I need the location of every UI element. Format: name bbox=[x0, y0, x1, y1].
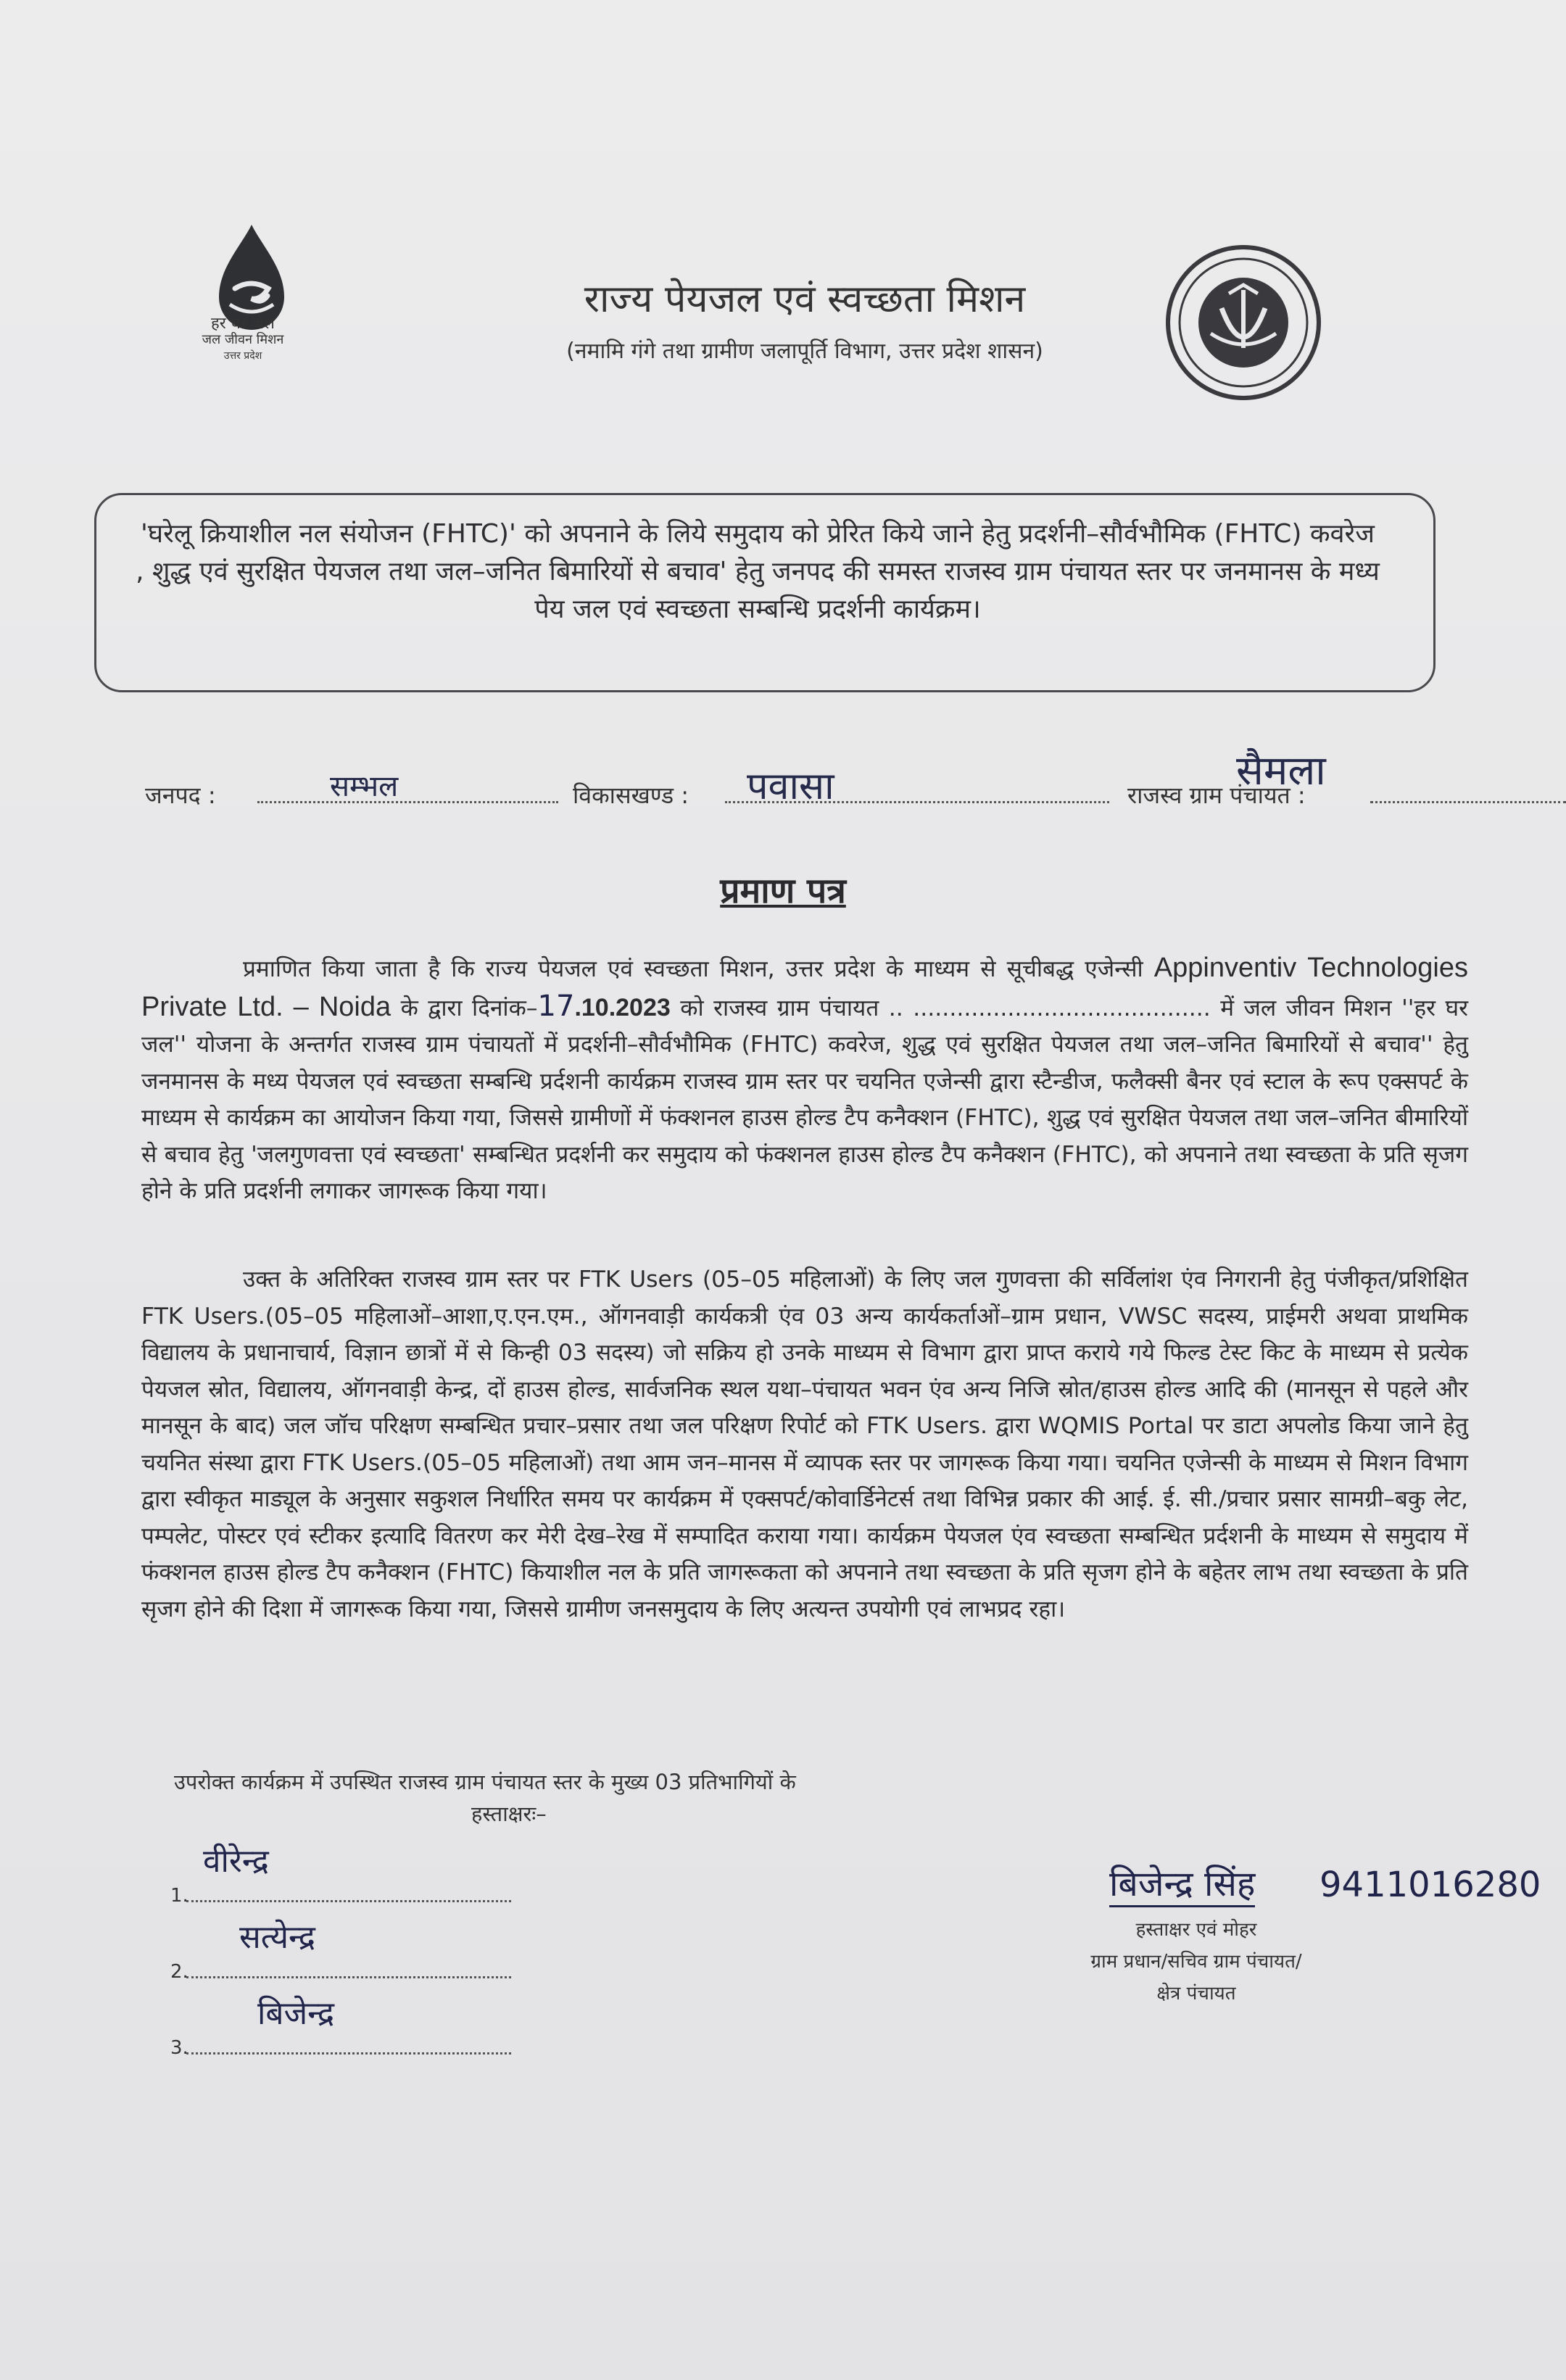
signature-number-2: 2. bbox=[170, 1961, 188, 1983]
certificate-heading: प्रमाण पत्र bbox=[720, 871, 846, 911]
program-date-month-year: .10.2023 bbox=[574, 993, 671, 1021]
signature-dotted-line-1 bbox=[186, 1900, 511, 1902]
mission-title: राज्य पेयजल एवं स्वच्छता मिशन bbox=[584, 278, 1026, 321]
agency-name: Appinventiv Technologies Private Ltd. – Noida bbox=[141, 953, 1469, 1022]
certificate-paragraph-2 bbox=[141, 1261, 1468, 1628]
logo-caption-line3: उत्तर प्रदेश bbox=[223, 350, 262, 362]
signature-dotted-line-2 bbox=[186, 1976, 511, 1978]
participants-signature-heading bbox=[174, 1766, 986, 1830]
para1-date-label: के द्वारा दिनांक– bbox=[400, 995, 538, 1021]
janpad-value: सम्भल bbox=[330, 770, 399, 803]
logo-caption bbox=[160, 316, 326, 364]
participant-signature-2 bbox=[170, 1919, 511, 1983]
signature-number-3: 3. bbox=[170, 2037, 188, 2059]
logo-caption-line1: हर घर जल bbox=[211, 315, 275, 333]
participant-2-signature: सत्येन्द्र bbox=[239, 1919, 315, 1956]
participant-1-signature: वीरेन्द्र bbox=[203, 1843, 269, 1880]
program-title-text: 'घरेलू क्रियाशील नल संयोजन (FHTC)' को अपनाने के लिये समुदाय को प्रेरित किये जाने हेतु प्रदर्शनी–सौर्वभौमिक (FHTC) कवरेज , शुद्ध एवं सुरक्षित पेयजल तथा जल–जनित बिमारियों से बचाव' हेतु जनपद की समस्त राजस्व ग्राम पंचायत स्तर पर जनमानस के मध्य पेय जल एवं स्वच्छता सम्बन्धि प्रदर्शनी कार्यक्रम। bbox=[136, 519, 1380, 624]
para1-body: ......................................... में जल जीवन मिशन ''हर घर जल'' योजना के अन्तर्गत राजस्व ग्राम पंचायतों में प्रदर्शनी–सौर्वभौमिक (FHTC) कवरेज, शुद्ध एवं सुरक्षित पेयजल तथा जल–जनित बिमारियों से बचाव'' हेतु जनमानस के मध्य पेयजल एवं स्वच्छता सम्बन्धि प्रर्दशनी कार्यक्रम राजस्व ग्राम स्तर पर चयनित एजेन्सी द्वारा स्टैन्डीज, फलैक्सी बैनर एवं स्टाल के रूप एक्सपर्ट के माध्यम से कार्यक्रम का आयोजन किया गया, जिससे ग्रामीणों में फंक्शनल हाउस होल्ड टैप कनैक्शन (FHTC), शुद्ध एवं सुरक्षित पेयजल तथा जल–जनित बीमारियों से बचाव हेतु 'जलगुणवत्ता एवं स्वच्छता' सम्बन्धित प्रदर्शनी कर समुदाय को फंक्शनल हाउस होल्ड टैप कनैक्शन (FHTC), को अपनाने तथा स्वच्छता के प्रति सृजग होने के प्रति प्रदर्शनी लगाकर जागरूक किया गया। bbox=[141, 995, 1469, 1204]
up-government-seal-icon bbox=[1160, 239, 1327, 406]
participant-3-signature: बिजेन्द्र bbox=[257, 1995, 335, 2032]
signature-dotted-line-3 bbox=[186, 2052, 511, 2054]
para1-intro: प्रमाणित किया जाता है कि राज्य पेयजल एवं स्वच्छता मिशन, उत्तर प्रदेश के माध्यम से सूचीबद्ध एजेन्सी bbox=[243, 956, 1143, 982]
para1-panchayat-text: को राजस्व ग्राम पंचायत .. bbox=[680, 995, 903, 1021]
participants-heading-line1: उपरोक्त कार्यक्रम में उपस्थित राजस्व ग्राम पंचायत स्तर के मुख्य 03 प्रतिभागियों के bbox=[174, 1770, 796, 1794]
participant-signature-1 bbox=[170, 1843, 511, 1907]
location-fields bbox=[145, 747, 1421, 823]
gram-panchayat-dotted-line bbox=[1370, 785, 1566, 803]
signature-number-1: 1. bbox=[170, 1885, 188, 1907]
participants-heading-line2: हस्ताक्षरः– bbox=[471, 1801, 547, 1826]
program-date-day: 17 bbox=[537, 989, 575, 1023]
participant-signature-3 bbox=[170, 1995, 511, 2059]
logo-caption-line2: जल जीवन मिशन bbox=[202, 332, 284, 347]
vikaskhand-label: विकासखण्ड : bbox=[573, 781, 689, 809]
designation-line1: हस्ताक्षर एवं मोहर bbox=[1135, 1919, 1257, 1941]
para2-body: उक्त के अतिरिक्त राजस्व ग्राम स्तर पर FTK Users (05–05 महिलाओं) के लिए जल गुणवत्ता की सर्विलांश एंव निगरानी हेतु पंजीकृत/प्रशिक्षित FTK Users.(05–05 महिलाओं–आशा,ए.एन.एम., ऑगनवाड़ी कार्यकत्री एंव 03 अन्य कार्यकर्ताओं–ग्राम प्रधान, VWSC सदस्य, प्राईमरी अथवा प्राथमिक विद्यालय के प्रधानाचार्य, विज्ञान छात्रों में से किन्ही 03 सदस्य) जो सक्रिय हो उनके माध्यम से विभाग द्वारा प्राप्त कराये गये फिल्ड टेस्ट किट के माध्यम से प्रत्येक पेयजल स्रोत, विद्यालय, ऑगनवाड़ी केन्द्र, दों हाउस होल्ड, सार्वजनिक स्थल यथा–पंचायत भवन एंव अन्य निजि स्रोत/हाउस होल्ड आदि की (मानसून से पहले और मानसून के बाद) जल जॉच परिक्षण सम्बन्धित प्रचार–प्रसार तथा जल परिक्षण रिपोर्ट को FTK Users. द्वारा WQMIS Portal पर डाटा अपलोड किया जाने हेतु चयनित संस्था द्वारा FTK Users.(05–05 महिलाओं) तथा आम जन–मानस में व्यापक स्तर पर जागरूक किया गया। चयनित एजेन्सी के माध्यम से मिशन विभाग द्वारा स्वीकृत माड्यूल के अनुसार सकुशल निर्धारित समय पर कार्यक्रम में एक्सपर्ट/कोवार्डिनेटर्स तथा विभिन्न प्रकार की आई. ई. सी./प्रचार प्रसार सामग्री–बकु लेट, पम्पलेट, पोस्टर एवं स्टीकर इत्यादि वितरण कर मेरी देख–रेख में सम्पादित कराया गया। कार्यक्रम पेयजल एंव स्वच्छता सम्बन्धित प्रर्दशनी के माध्यम से समुदाय में फंक्शनल हाउस होल्ड टैप कनैक्शन (FHTC) कियाशील नल के प्रति जागरूकता को अपनाने तथा स्वच्छता के प्रति सृजग होने के बहेतर लाभ तथा स्वच्छता के प्रति सृजग होने की दिशा में जागरूक किया गया, जिससे ग्रामीण जनसमुदाय के लिए अत्यन्त उपयोगी एवं लाभप्रद रहा। bbox=[141, 1266, 1468, 1622]
janpad-label: जनपद : bbox=[145, 781, 216, 809]
gram-panchayat-value: सैमला bbox=[1236, 747, 1326, 795]
vikaskhand-value: पवासा bbox=[747, 765, 834, 808]
designation-line3: क्षेत्र पंचायत bbox=[1156, 1983, 1236, 2004]
pradhan-phone-number: 9411016280 bbox=[1320, 1865, 1541, 1905]
mission-subtitle: (नमामि गंगे तथा ग्रामीण जलापूर्ति विभाग, उत्तर प्रदेश शासन) bbox=[566, 339, 1043, 364]
gram-panchayat-label: राजस्व ग्राम पंचायत : bbox=[1127, 781, 1306, 809]
designation-line2: ग्राम प्रधान/सचिव ग्राम पंचायत/ bbox=[1090, 1951, 1302, 1973]
program-title-box bbox=[94, 493, 1436, 692]
certificate-paragraph-1 bbox=[141, 950, 1468, 1210]
pradhan-signature: बिजेन्द्र सिंह bbox=[1109, 1863, 1255, 1907]
pradhan-designation bbox=[1015, 1914, 1378, 2010]
janpad-dotted-line bbox=[257, 785, 558, 803]
